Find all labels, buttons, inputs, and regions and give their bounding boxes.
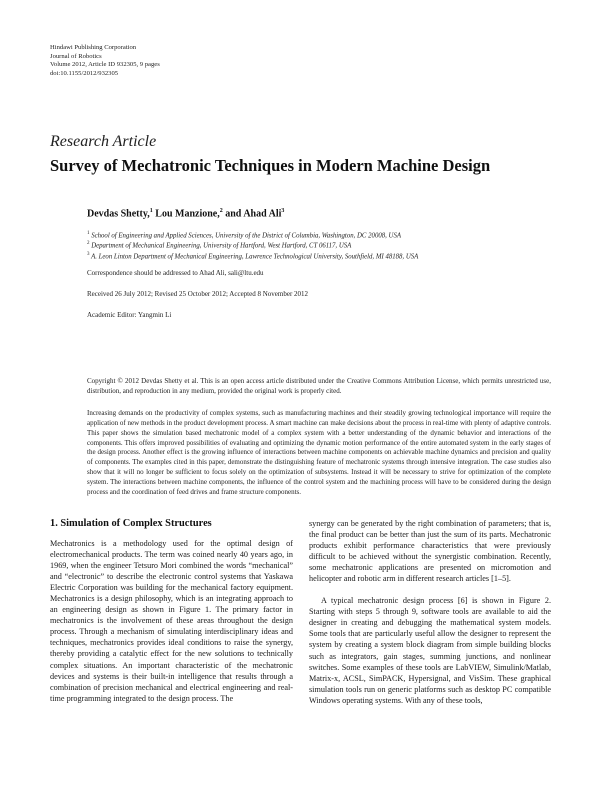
publication-dates: Received 26 July 2012; Revised 25 October 2012; Accepted 8 November 2012	[87, 290, 309, 298]
doi: doi:10.1155/2012/932305	[50, 69, 119, 77]
author-name: Lou Manzione,	[152, 208, 220, 220]
body-paragraph: Mechatronics is a methodology used for the optimal design of electromechanical products. The term was coined nearly 40 years ago, in 1969, when the engineer Tetsuro Mori combined the words “mechanical” and “electronic” to describe the electronic control systems that Yaskawa Electric Corporation was building for the mechanical factory equipment. Mechatronics is a design philosophy, which is an integrating approach to an engineering design as shown in Figure 1. The primary factor in mechatronics is the involvement of these areas throughout the design process. Through a mechanism of simulating interdisciplinary ideas and techniques, mechatronics provides ideal conditions to raise the synergy, thereby providing a catalytic effect for the new solutions to technically complex situations. An important characteristic of the mechatronic devices and systems is their built-in intelligence that results through a combination of precision mechanical and electrical engineering and real-time programming integrated to the design process. The	[50, 539, 293, 703]
affiliation	[87, 231, 401, 239]
author-affiliation-number: 1	[149, 208, 153, 214]
body-column-left	[50, 538, 293, 704]
volume-info: Volume 2012, Article ID 932305, 9 pages	[50, 61, 160, 69]
affiliation-number: 1	[87, 231, 90, 236]
author-affiliation-number: 3	[281, 208, 285, 214]
body-paragraph: A typical mechatronic design process [6] is shown in Figure 2. Starting with steps 5 through 9, software tools are available to aid the designer in creating and debugging the mathematical system models. Some tools that are particularly useful allow the designer to represent the system by creating a system block diagram from simple building blocks such as integrators, gain stages, summing junctions, and nonlinear switches. Some examples of these tools are LabVIEW, Simulink/Matlab, Matrix-x, ACSL, SimPACK, Hypersignal, and VisSim. These graphical simulation tools run on generic platforms such as desktop PC compatible Windows operating systems. With any of these tools,	[309, 596, 551, 705]
author-name: and Ahad Ali	[222, 208, 282, 220]
copyright-notice: Copyright © 2012 Devdas Shetty et al. This is an open access article distributed under the Creative Commons Attribution License, which permits unrestricted use, distribution, and reproduction in any medium, provided the original work is properly cited.	[87, 377, 551, 395]
academic-editor: Academic Editor: Yangmin Li	[87, 311, 172, 319]
affiliation-number: 2	[87, 241, 90, 246]
abstract: Increasing demands on the productivity of complex systems, such as manufacturing machines and their steadily growing technological importance will require the application of new methods in the product development process. A smart machine can make decisions about the process in real-time with plenty of adaptive controls. This paper shows the simulation based mechatronic model of a complex system with a better understanding of the dynamic behavior and interactions of the components. This offers improved possibilities of evaluating and optimizing the dynamic motion performance of the entire automated system in the early stages of the design process. Another effect is the growing influence of interactions between machine components on achievable machine dynamics and precision and quality of components. The examples cited in this paper, demonstrate the distinguishing feature of mechatronic systems through intensive integration. The case studies also show that it will no longer be sufficient to focus solely on the optimization of subsystems. Instead it will be necessary to strive for optimization of the complete system. The interactions between machine components, the influence of the control system and the machining process will have to be considered during the design process and the coordination of feed drives and frame structure components.	[87, 409, 551, 496]
correspondence: Correspondence should be addressed to Ahad Ali, sali@ltu.edu	[87, 269, 264, 277]
affiliation	[87, 241, 351, 249]
author-affiliation-number: 2	[219, 208, 223, 214]
affiliation-number: 3	[87, 252, 90, 257]
journal-name: Journal of Robotics	[50, 52, 102, 60]
journal-masthead	[50, 44, 160, 78]
affiliation	[87, 252, 418, 260]
body-paragraph: synergy can be generated by the right combination of parameters; that is, the final product can be better than just the sum of its parts. Mechatronic products exhibit performance characteristics that were previously difficult to be achieved without the synergistic combination. Recently, some mechatronic applications are presented on micromotion and helicopter and robotic arm in different research articles [1–5].	[309, 519, 551, 584]
affiliation-text: School of Engineering and Applied Sciences, University of the District of Columbia, Washington, DC 20008, USA	[91, 232, 401, 240]
body-column-right	[309, 518, 551, 706]
author-list	[87, 208, 284, 219]
affiliation-text: Department of Mechanical Engineering, University of Hartford, West Hartford, CT 06117, USA	[91, 242, 352, 250]
publisher-name: Hindawi Publishing Corporation	[50, 44, 137, 51]
author-name: Devdas Shetty,	[87, 208, 150, 220]
affiliation-text: A. Leon Linton Department of Mechanical Engineering, Lawrence Technological University, Southfield, MI 48188, USA	[91, 253, 419, 261]
section-heading: 1. Simulation of Complex Structures	[50, 518, 212, 529]
article-type: Research Article	[50, 133, 157, 150]
paper-title: Survey of Mechatronic Techniques in Modern Machine Design	[50, 156, 491, 175]
